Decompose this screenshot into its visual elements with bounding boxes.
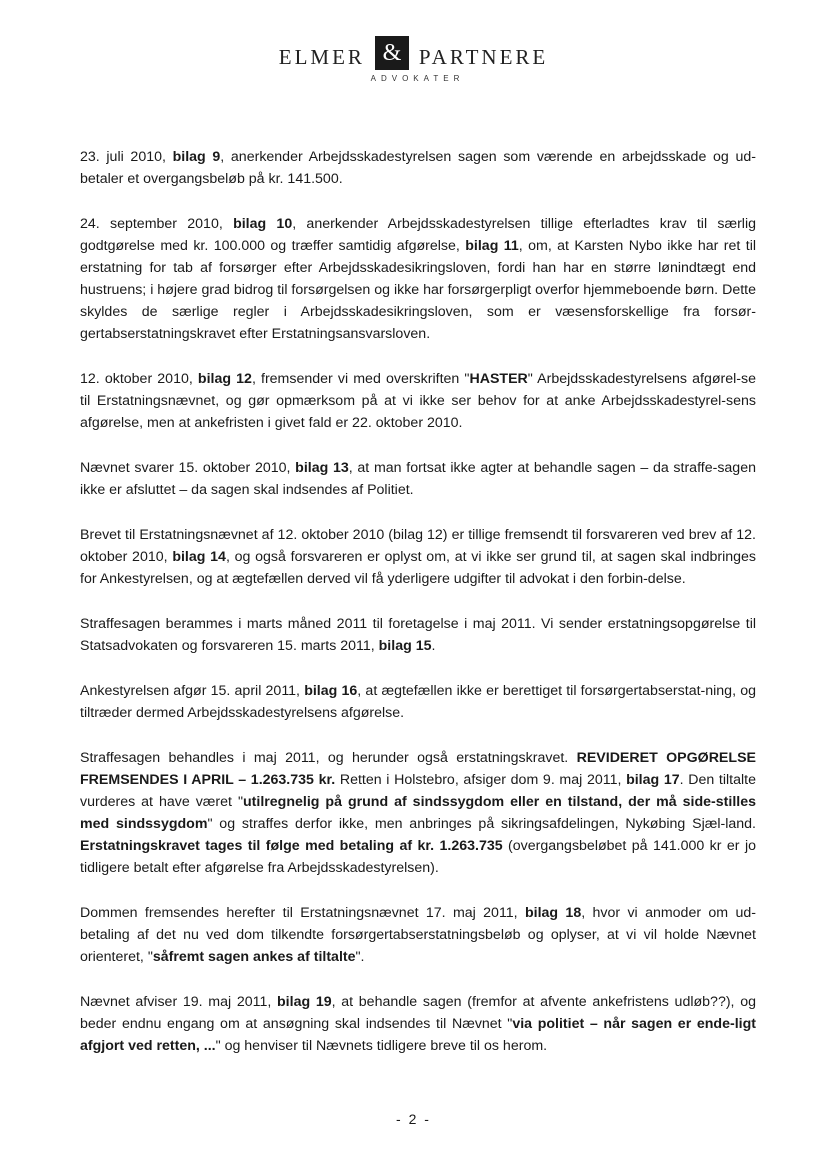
text: Straffesagen behandles i maj 2011, og herunder også erstatningskravet. bbox=[80, 750, 577, 766]
paragraph bbox=[80, 613, 756, 657]
firm-name-right: PARTNERE bbox=[418, 44, 549, 69]
text: Nævnet svarer 15. oktober 2010, bbox=[80, 460, 296, 476]
text: Straffesagen berammes i marts måned 2011 til foretagelse i maj 2011. Vi sender erstatningsopgørelse til Statsadvokaten og forsvareren 15. marts 2011, bbox=[80, 616, 756, 654]
paragraph bbox=[80, 991, 756, 1057]
bold-text: utilregnelig på grund af sindssygdom eller en tilstand, der må side-stilles med sindssygdom bbox=[80, 794, 756, 832]
text: , fremsender vi med overskriften " bbox=[251, 371, 470, 387]
paragraph bbox=[80, 902, 756, 968]
text: , at man fortsat ikke agter at behandle sagen – da straffe-sagen ikke er afsluttet – da sagen skal indsendes af Politiet. bbox=[80, 460, 756, 498]
bold-text: HASTER bbox=[469, 371, 528, 387]
firm-name-left: ELMER bbox=[278, 44, 365, 69]
text: Dommen fremsendes herefter til Erstatningsnævnet 17. maj 2011, bbox=[80, 905, 525, 921]
text: " Arbejdsskadestyrelsens afgørel-se til Erstatningsnævnet, og gør opmærksom på at vi ikke ser behov for at anke Arbejdsskadestyrel-sens afgørelse, men at ankefristen i givet fald er 22. oktober 2010. bbox=[80, 371, 756, 431]
bold-text: bilag 17 bbox=[626, 772, 680, 788]
text: Nævnet afviser 19. maj 2011, bbox=[80, 994, 278, 1010]
text: , anerkender Arbejdsskadestyrelsen tillige efterladtes krav til særlig godtgørelse med kr. 100.000 og træffer samtidig afgørelse, bbox=[80, 216, 756, 254]
text: (overgangsbeløbet på 141.000 kr er jo tidligere betalt efter afgørelse fra Arbejdsskadestyrelsen). bbox=[80, 838, 756, 876]
bold-text: bilag 9 bbox=[172, 149, 221, 165]
bold-text: bilag 18 bbox=[524, 905, 582, 921]
bold-text: Erstatningskravet tages til følge med betaling af kr. 1.263.735 bbox=[80, 838, 503, 854]
text: " og henviser til Nævnets tidligere breve til os herom. bbox=[215, 1038, 548, 1054]
text: , at ægtefællen ikke er berettiget til forsørgertabserstat-ning, og tiltræder dermed Arbejdsskadestyrelsens afgørelse. bbox=[80, 683, 756, 721]
text: , anerkender Arbejdsskadestyrelsen sagen som værende en arbejdsskade og ud-betaler et overgangsbeløb på kr. 141.500. bbox=[80, 149, 756, 187]
text: . bbox=[431, 638, 436, 654]
firm-logo bbox=[0, 39, 827, 70]
text: " og straffes derfor ikke, men anbringes på sikringsafdelingen, Nykøbing Sjæl-land. bbox=[207, 816, 756, 832]
paragraph bbox=[80, 747, 756, 879]
text: , om, at Karsten Nybo ikke har ret til erstatning for tab af forsørger efter Arbejdsskadesikringsloven, fordi han har en større lønindtægt end hustruens; i højere grad bidrog til forsørgelsen og ikke har forsørgerpligt overfor hjemmeboende børn. Dette skyldes de særlige regler i Arbejdsskadesikringsloven, som er væsensforskellige fra forsør-gertabserstatningskravet efter Erstatningsansvarsloven. bbox=[80, 238, 756, 342]
text: Brevet til Erstatningsnævnet af 12. oktober 2010 (bilag 12) er tillige fremsendt til forsvareren ved brev af 12. oktober 2010, bbox=[80, 527, 756, 565]
letter-body bbox=[80, 146, 756, 1080]
paragraph bbox=[80, 368, 756, 434]
text: 12. oktober 2010, bbox=[80, 371, 198, 387]
text: ". bbox=[355, 949, 365, 965]
text: . Den tiltalte vurderes at have været " bbox=[80, 772, 756, 810]
paragraph bbox=[80, 146, 756, 190]
paragraph bbox=[80, 680, 756, 724]
bold-text: bilag 12 bbox=[197, 371, 252, 387]
text: , at behandle sagen (fremfor at afvente ankefristens udløb??), og beder endnu engang om at ansøgning skal indsendes til Nævnet " bbox=[80, 994, 756, 1032]
bold-text: REVIDERET OPGØRELSE FREMSENDES I APRIL – 1.263.735 kr. bbox=[80, 750, 756, 788]
bold-text: bilag 10 bbox=[233, 216, 293, 232]
bold-text: såfremt sagen ankes af tiltalte bbox=[152, 949, 356, 965]
text: 24. september 2010, bbox=[80, 216, 234, 232]
text: Retten i Holstebro, afsiger dom 9. maj 2011, bbox=[335, 772, 627, 788]
bold-text: via politiet – når sagen er ende-ligt afgjort ved retten, ... bbox=[80, 1016, 756, 1054]
text: Ankestyrelsen afgør 15. april 2011, bbox=[80, 683, 305, 699]
bold-text: bilag 13 bbox=[295, 460, 349, 476]
ampersand-logo-box: & bbox=[375, 36, 409, 70]
text: , hvor vi anmoder om ud-betaling af det nu ved dom tilkendte forsørgertabserstatningsbeløb og oplyser, at vi vil holde Nævnet orienteret, " bbox=[80, 905, 756, 965]
bold-text: bilag 16 bbox=[304, 683, 358, 699]
firm-subtitle: ADVOKATER bbox=[370, 74, 465, 83]
text: 23. juli 2010, bbox=[80, 149, 173, 165]
bold-text: bilag 15 bbox=[378, 638, 432, 654]
paragraph bbox=[80, 213, 756, 345]
bold-text: bilag 11 bbox=[465, 238, 519, 254]
paragraph bbox=[80, 457, 756, 501]
paragraph bbox=[80, 524, 756, 590]
bold-text: bilag 19 bbox=[277, 994, 332, 1010]
bold-text: bilag 14 bbox=[172, 549, 226, 565]
letterhead bbox=[0, 39, 827, 83]
text: , og også forsvareren er oplyst om, at vi ikke ser grund til, at sagen skal indbringes for Ankestyrelsen, og at ægtefællen derved vil få yderligere udgifter til advokat i den forbin-delse. bbox=[80, 549, 757, 587]
page-number: - 2 - bbox=[396, 1111, 431, 1127]
